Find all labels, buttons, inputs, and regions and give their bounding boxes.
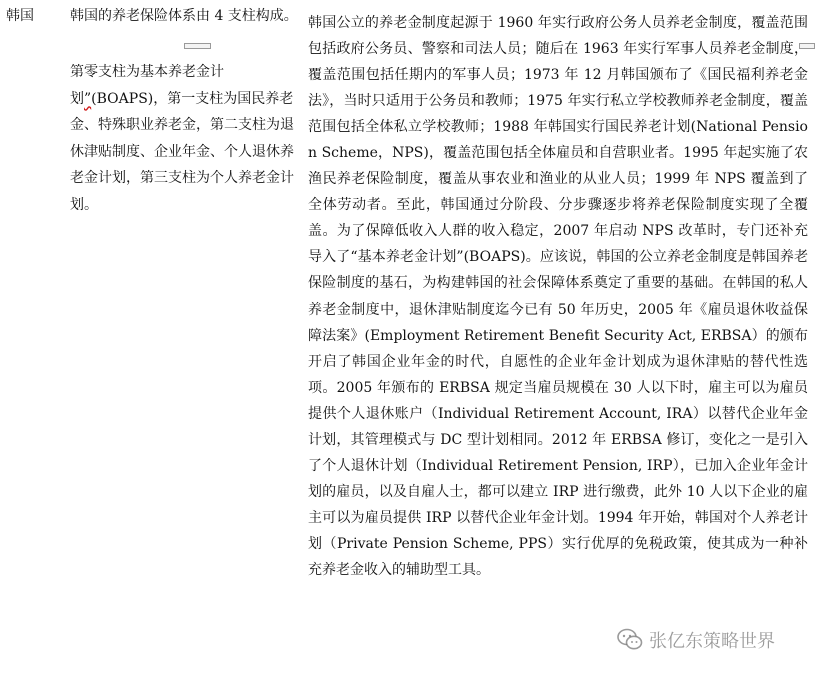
pillar-intro: 韩国的养老保险体系由 4 支柱构成。 xyxy=(70,8,298,24)
history-paragraph: 韩国公立的养老金制度起源于 1960 年实行政府公务人员养老金制度，覆盖范围包括政府公务员、警察和司法人员；随后在 1963 年实行军事人员养老金制度，覆盖范围包括任期内的军事人员；1973 年 12 月韩国颁布了《国民福利养老金法》，当时只适用于公务员和教师；1975 年实行私立学校教师养老金制度，覆盖范围包括全体私立学校教师；1988 年韩国实行国民养老计划(National Pension Scheme，NPS)，覆盖范围包括全体雇员和自营职业者。1995 年起实施了农渔民养老保险制度，覆盖从事农业和渔业的从业人员；1999 年 NPS 覆盖到了全体劳动者。至此，韩国通过分阶段、分步骤逐步将养老保险制度实现了全覆盖。为了保障低收入人群的收入稳定，2007 年启动 NPS 改革时，专门还补充导入了“基本养老金计划”(BOAPS)。应该说，韩国的公立养老金制度是韩国养老保险制度的基石，为构建韩国的社会保障体系奠定了重要的基础。在韩国的私人养老金制度中，退休津贴制度迄今已有 50 年历史，2005 年《雇员退休收益保障法案》(Employment Retirement Benefit Security Act, ERBSA）的颁布开启了韩国企业年金的时代，自愿性的企业年金计划成为退休津贴的替代性选项。2005 年颁布的 ERBSA 规定当雇员规模在 30 人以下时，雇主可以为雇员提供个人退休账户（Individual Retirement Account, IRA）以替代企业年金计划，其管理模式与 DC 型计划相同。2012 年 ERBSA 修订，变化之一是引入了个人退休计划（Individual Retirement Pension, IRP），已加入企业年金计划的雇员，以及自雇人士，都可以建立 IRP 进行缴费，此外 10 人以下企业的雇主可以为雇员提供 IRP 以替代企业年金计划。1994 年开始，韩国对个人养老计划（Private Pension Scheme, PPS）实行优厚的免税政策，使其成为一种补充养老金收入的辅助型工具。 xyxy=(308,15,808,578)
pillar-text-before: 第零支柱为基本养老金计划 xyxy=(70,64,224,107)
pillar-description xyxy=(70,59,298,218)
spellcheck-mark: ” xyxy=(84,90,92,107)
watermark xyxy=(617,625,775,655)
pillar-column xyxy=(70,6,298,218)
watermark-text: 张亿东策略世界 xyxy=(649,631,775,652)
country-label: 韩国 xyxy=(6,8,34,24)
history-column xyxy=(308,10,808,583)
wechat-icon xyxy=(617,628,643,652)
table-cell-resize-handle-left[interactable] xyxy=(184,43,211,49)
pillar-text-after: (BOAPS)，第一支柱为国民养老金、特殊职业养老金，第二支柱为退休津贴制度、企业年金、个人退休养老金计划，第三支柱为个人养老金计划。 xyxy=(70,90,294,213)
